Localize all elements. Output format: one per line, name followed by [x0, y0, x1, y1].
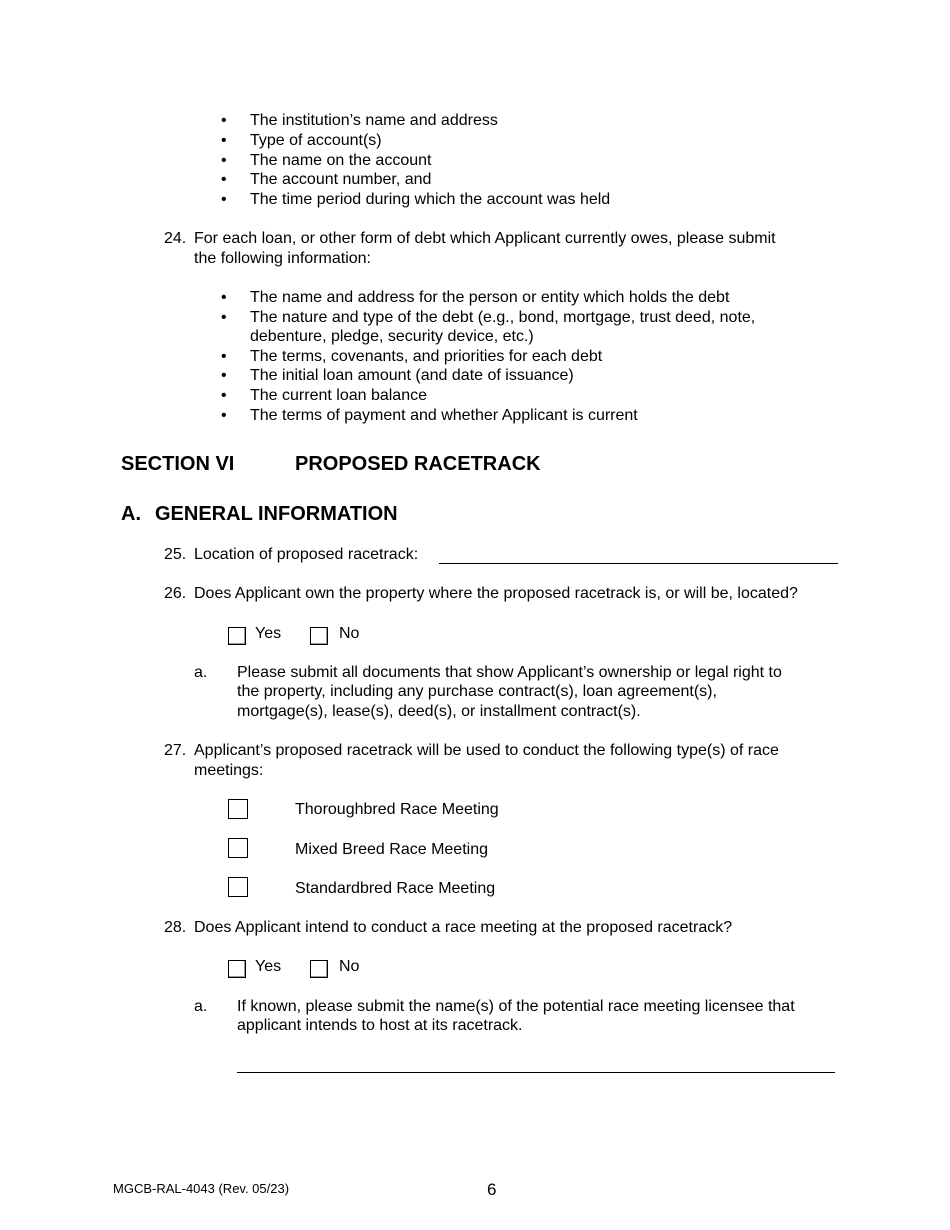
subsection-label: A. [121, 503, 141, 525]
location-input-line[interactable] [439, 563, 838, 564]
bullet-marker: • [221, 289, 227, 306]
list-item: Type of account(s) [250, 132, 382, 149]
sub-item-text: the property, including any purchase contract(s), loan agreement(s), [237, 683, 717, 700]
list-item: The terms of payment and whether Applicant is current [250, 407, 638, 424]
question-number: 24. [164, 230, 187, 247]
sub-item-text: If known, please submit the name(s) of the potential race meeting licensee that [237, 998, 795, 1015]
list-item: The name on the account [250, 152, 432, 169]
section-label: SECTION VI [121, 453, 235, 475]
question-number: 25. [164, 546, 187, 563]
bullet-marker: • [221, 132, 227, 149]
checkbox-label: No [339, 958, 360, 975]
sub-item-label: a. [194, 998, 208, 1015]
bullet-marker: • [221, 367, 227, 384]
checkbox-label: Yes [255, 958, 282, 975]
sub-item-text: Please submit all documents that show Applicant’s ownership or legal right to [237, 664, 782, 681]
checkbox-label: Mixed Breed Race Meeting [295, 841, 488, 858]
q26-yes-checkbox[interactable] [228, 627, 246, 645]
list-item: The terms, covenants, and priorities for each debt [250, 348, 603, 365]
bullet-marker: • [221, 348, 227, 365]
list-item: debenture, pledge, security device, etc.) [250, 328, 534, 345]
mixed-breed-checkbox[interactable] [228, 838, 248, 858]
checkbox-label: No [339, 625, 360, 642]
question-number: 28. [164, 919, 187, 936]
checkbox-label: Yes [255, 625, 282, 642]
question-text: For each loan, or other form of debt which Applicant currently owes, please submit [194, 230, 776, 247]
list-item: The time period during which the account was held [250, 191, 611, 208]
question-text: Location of proposed racetrack: [194, 546, 419, 563]
bullet-marker: • [221, 309, 227, 326]
bullet-marker: • [221, 387, 227, 404]
subsection-title: GENERAL INFORMATION [155, 503, 398, 525]
list-item: The institution’s name and address [250, 112, 498, 129]
question-number: 26. [164, 585, 187, 602]
question-text: meetings: [194, 762, 264, 779]
list-item: The nature and type of the debt (e.g., bond, mortgage, trust deed, note, [250, 309, 756, 326]
sub-item-text: mortgage(s), lease(s), deed(s), or installment contract(s). [237, 703, 641, 720]
checkbox-label: Standardbred Race Meeting [295, 880, 496, 897]
q28-no-checkbox[interactable] [310, 960, 328, 978]
bullet-marker: • [221, 407, 227, 424]
page-number: 6 [487, 1180, 497, 1199]
question-number: 27. [164, 742, 187, 759]
list-item: The current loan balance [250, 387, 427, 404]
question-text: Does Applicant own the property where the proposed racetrack is, or will be, located? [194, 585, 798, 602]
thoroughbred-checkbox[interactable] [228, 799, 248, 819]
sub-item-label: a. [194, 664, 208, 681]
q26-no-checkbox[interactable] [310, 627, 328, 645]
q28-yes-checkbox[interactable] [228, 960, 246, 978]
sub-item-text: applicant intends to host at its racetrack. [237, 1017, 523, 1034]
bullet-marker: • [221, 112, 227, 129]
form-id: MGCB-RAL-4043 (Rev. 05/23) [113, 1181, 290, 1196]
question-text: Does Applicant intend to conduct a race meeting at the proposed racetrack? [194, 919, 733, 936]
list-item: The initial loan amount (and date of issuance) [250, 367, 574, 384]
list-item: The name and address for the person or entity which holds the debt [250, 289, 730, 306]
question-text: the following information: [194, 250, 371, 267]
list-item: The account number, and [250, 171, 432, 188]
question-text: Applicant’s proposed racetrack will be used to conduct the following type(s) of race [194, 742, 779, 759]
licensee-input-line[interactable] [237, 1072, 835, 1073]
section-title: PROPOSED RACETRACK [295, 453, 541, 475]
bullet-marker: • [221, 171, 227, 188]
checkbox-label: Thoroughbred Race Meeting [295, 801, 499, 818]
bullet-marker: • [221, 152, 227, 169]
bullet-marker: • [221, 191, 227, 208]
standardbred-checkbox[interactable] [228, 877, 248, 897]
